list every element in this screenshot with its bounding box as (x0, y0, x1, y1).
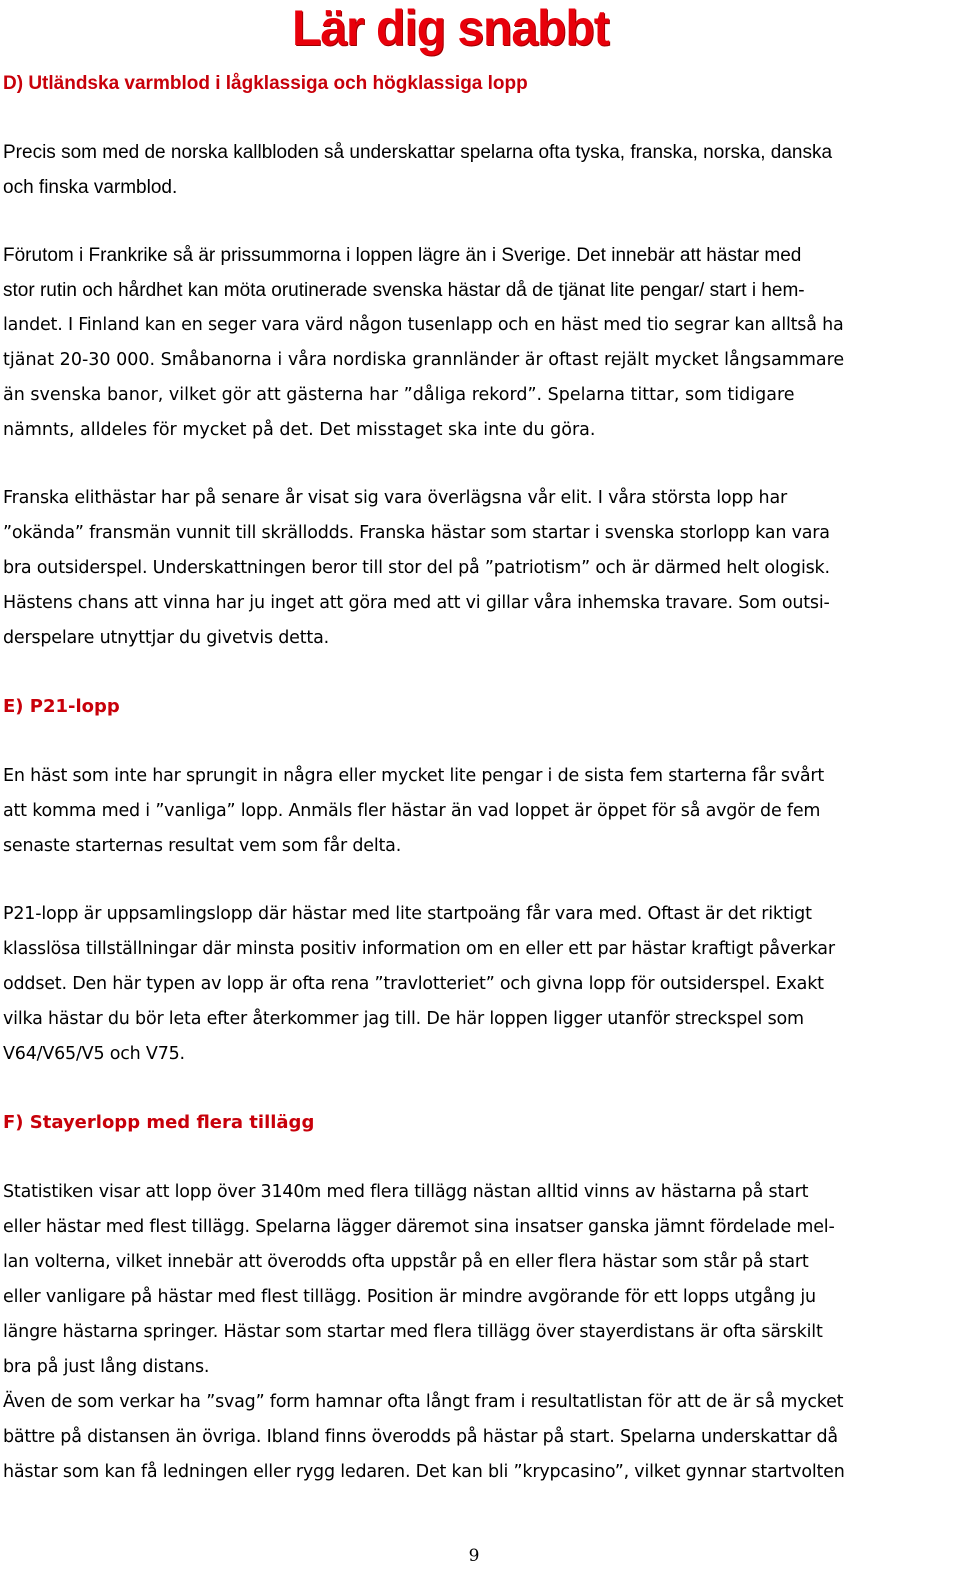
section-e-heading: E) P21-lopp (3, 696, 120, 717)
text-line: V64/V65/V5 och V75. (3, 1044, 185, 1064)
section-e-paragraph-1 (3, 759, 948, 864)
text-line: landet. I Finland kan en seger vara värd någon tusenlapp och en häst med tio segrar kan alltså ha (3, 315, 844, 335)
section-d-paragraph-3 (3, 481, 948, 656)
text-line: Hästens chans att vinna har ju inget att göra med att vi gillar våra inhemska travare. Som outsi- (3, 593, 830, 613)
text-line: och finska varmblod. (3, 177, 178, 198)
text-line: stor rutin och hårdhet kan möta orutinerade svenska hästar då de tjänat lite pengar/ start i hem- (3, 280, 805, 301)
text-line: Förutom i Frankrike så är prissummorna i loppen lägre än i Sverige. Det innebär att hästar med (3, 245, 802, 266)
section-f-paragraph-1 (3, 1175, 948, 1490)
text-line: oddset. Den här typen av lopp är ofta rena ”travlotteriet” och givna lopp för outsiderspel. Exakt (3, 974, 824, 994)
section-d-paragraph-2 (3, 238, 948, 448)
logo-title: Lär dig snabbt (292, 1, 609, 57)
text-line: bra outsiderspel. Underskattningen beror till stor del på ”patriotism” och är därmed helt ologisk. (3, 558, 830, 578)
text-line: tjänat 20-30 000. Småbanorna i våra nordiska grannländer är oftast rejält mycket långsammare (3, 350, 845, 370)
text-line: Även de som verkar ha ”svag” form hamnar ofta långt fram i resultatlistan för att de är så mycket (3, 1392, 844, 1412)
text-line: Franska elithästar har på senare år visat sig vara överlägsna vår elit. I våra största lopp har (3, 488, 787, 508)
text-line: eller hästar med flest tillägg. Spelarna lägger däremot sina insatser ganska jämnt fördelade mel- (3, 1217, 835, 1237)
section-f-heading: F) Stayerlopp med flera tillägg (3, 1112, 315, 1133)
text-line: lan volterna, vilket innebär att överodds ofta uppstår på en eller flera hästar som står på start (3, 1252, 809, 1272)
section-d-paragraph-1 (3, 135, 948, 205)
text-line: klasslösa tillställningar där minsta positiv information om en eller ett par hästar kraftigt påverkar (3, 939, 835, 959)
text-line: eller vanligare på hästar med flest tillägg. Position är mindre avgörande för ett lopps utgång ju (3, 1287, 816, 1307)
page-number: 9 (468, 1546, 480, 1566)
text-line: Statistiken visar att lopp över 3140m med flera tillägg nästan alltid vinns av hästarna på start (3, 1182, 809, 1202)
text-line: att komma med i ”vanliga” lopp. Anmäls fler hästar än vad loppet är öppet för så avgör de fem (3, 801, 821, 821)
section-e-paragraph-2 (3, 897, 948, 1072)
text-line: senaste starternas resultat vem som får delta. (3, 836, 402, 856)
text-line: derspelare utnyttjar du givetvis detta. (3, 628, 329, 648)
section-d-heading: D) Utländska varmblod i lågklassiga och högklassiga lopp (3, 73, 528, 94)
text-line: vilka hästar du bör leta efter återkommer jag till. De här loppen ligger utanför streckspel som (3, 1009, 804, 1029)
text-line: bättre på distansen än övriga. Ibland finns överodds på hästar på start. Spelarna underskattar då (3, 1427, 838, 1447)
text-line: bra på just lång distans. (3, 1357, 210, 1377)
text-line: hästar som kan få ledningen eller rygg ledaren. Det kan bli ”krypcasino”, vilket gynnar startvolten (3, 1462, 845, 1482)
text-line: än svenska banor, vilket gör att gästerna har ”dåliga rekord”. Spelarna tittar, som tidigare (3, 385, 795, 405)
text-line: längre hästarna springer. Hästar som startar med flera tillägg över stayerdistans är ofta särskilt (3, 1322, 823, 1342)
text-line: ”okända” fransmän vunnit till skrällodds. Franska hästar som startar i svenska storlopp kan vara (3, 523, 830, 543)
text-line: Precis som med de norska kallbloden så underskattar spelarna ofta tyska, franska, norska, danska (3, 142, 833, 163)
text-line: En häst som inte har sprungit in några eller mycket lite pengar i de sista fem starterna får svårt (3, 766, 825, 786)
text-line: P21-lopp är uppsamlingslopp där hästar med lite startpoäng får vara med. Oftast är det riktigt (3, 904, 812, 924)
text-line: nämnts, alldeles för mycket på det. Det misstaget ska inte du göra. (3, 420, 596, 440)
